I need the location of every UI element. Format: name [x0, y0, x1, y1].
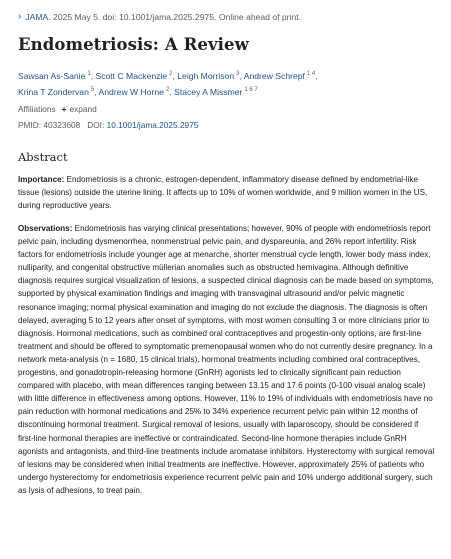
observations-paragraph [18, 222, 436, 497]
author-link[interactable]: Scott C Mackenzie $^2$ [95, 70, 173, 81]
author-link[interactable]: Sawsan As-Sanie $^1$ [18, 70, 91, 81]
author-affiliation-number[interactable]: 2 [165, 86, 170, 93]
citation-details: . 2025 May 5. doi: 10.1001/jama.2025.2975. Online ahead of print. [48, 12, 302, 22]
observations-text: Endometriosis has varying clinical presentations; however, 90% of people with endometriosis report pelvic pain, including dysmenorrhea, nonmenstrual pelvic pain, and dyspareunia, and 26% report infertility. Risk factors for endometriosis include younger age at menarche, shorter menstrual cycle length, lower body mass index, nulliparity, and congenital obstructive müllerian anomalies such as obstructed hemivagina. Although definitive diagnosis requires surgical visualization of lesions, a suspected clinical diagnosis can be made based on symptoms, supported by physical examination findings and imaging with transvaginal ultrasound and/or pelvic magnetic resonance imaging; normal physical examination and imaging do not exclude the diagnosis. The diagnosis is often delayed, averaging 5 to 12 years after onset of symptoms, with most women consulting 3 or more clinicians prior to diagnosis. Hormonal medications, such as combined oral contraceptives and progestin-only options, are first-line treatment and should be offered to symptomatic premenopausal women who do not currently desire pregnancy. In a network meta-analysis (n = 1680, 15 clinical trials), hormonal treatments including combined oral contraceptives, progestins, and gonadotropin-releasing hormone (GnRH) agonists led to clinically significant pain reduction compared with placebo, with mean differences ranging between 13.15 and 17.6 points (0-100 visual analog scale) with little difference in effectiveness among options. However, 11% to 19% of individuals with endometriosis have no pain reduction with hormonal medications and 25% to 34% experience recurrent pelvic pain within 12 months of discontinuing hormonal treatment. Surgical removal of lesions, usually with laparoscopy, should be considered if first-line hormonal therapies are ineffective or contraindicated. Second-line hormone therapies include GnRH agonists and antagonists, and third-line treatments include aromatase inhibitors. Hysterectomy with surgical removal of lesions may be considered when initial treatments are ineffective. However, approximately 25% of patients who undergo hysterectomy for endometriosis experience recurrent pelvic pain and 10% undergo additional surgery, such as lysis of adhesions, to treat pain. [18, 224, 435, 495]
plus-icon[interactable]: + [61, 104, 67, 114]
affiliations-toggle[interactable] [18, 104, 97, 114]
author-link[interactable]: Andrew Schrepf $^{1 4}$ [243, 70, 316, 81]
author-link[interactable]: Leigh Morrison $^3$ [177, 70, 240, 81]
author-link[interactable]: Stacey A Missmer $^{1 6 7}$ [174, 86, 258, 97]
author-affiliation-number[interactable]: 1 6 7 [244, 86, 258, 93]
author-link[interactable]: Krina T Zondervan $^5$ [18, 86, 95, 97]
article-identifiers [18, 120, 198, 130]
author-affiliation-number[interactable]: 5 [90, 86, 95, 93]
abstract-heading: Abstract [18, 150, 68, 164]
doi-label: DOI: [87, 120, 105, 130]
pmid-value: 40323608 [43, 120, 81, 130]
journal-name[interactable]: JAMA [25, 12, 49, 22]
author-list: Sawsan As-Sanie $^1$, Scott C Mackenzie $^2$, Leigh Morrison $^3$, Andrew Schrepf $^{1 4}$, Krina T Zondervan $^5$, Andrew W Horne $^2$, Stacey A Missmer $^{1 6 7}$ [18, 70, 318, 97]
author-affiliation-number[interactable]: 3 [236, 71, 240, 77]
observations-label: Observations: [18, 224, 73, 233]
importance-text: Endometriosis is a chronic, estrogen-dependent, inflammatory disease defined by endometrial-like tissue (lesions) outside the uterine lining. It affects up to 10% of women worldwide, and 9 million women in the US, during reproductive years. [18, 175, 428, 211]
importance-paragraph [18, 173, 436, 212]
importance-label: Importance: [18, 175, 65, 184]
author-link[interactable]: Andrew W Horne $^2$ [98, 86, 170, 97]
pmid-label: PMID: [18, 120, 42, 130]
expand-link[interactable]: expand [69, 104, 97, 114]
affiliations-label: Affiliations [18, 104, 56, 114]
citation-line [18, 12, 301, 22]
author-affiliation-number[interactable]: 1 [87, 71, 91, 77]
author-affiliation-number[interactable]: 2 [169, 71, 173, 77]
article-title: Endometriosis: A Review [18, 35, 249, 54]
doi-link[interactable]: 10.1001/jama.2025.2975 [106, 120, 199, 130]
chevron-right-icon[interactable]: › [18, 11, 22, 22]
author-affiliation-number[interactable]: 1 4 [306, 71, 316, 77]
